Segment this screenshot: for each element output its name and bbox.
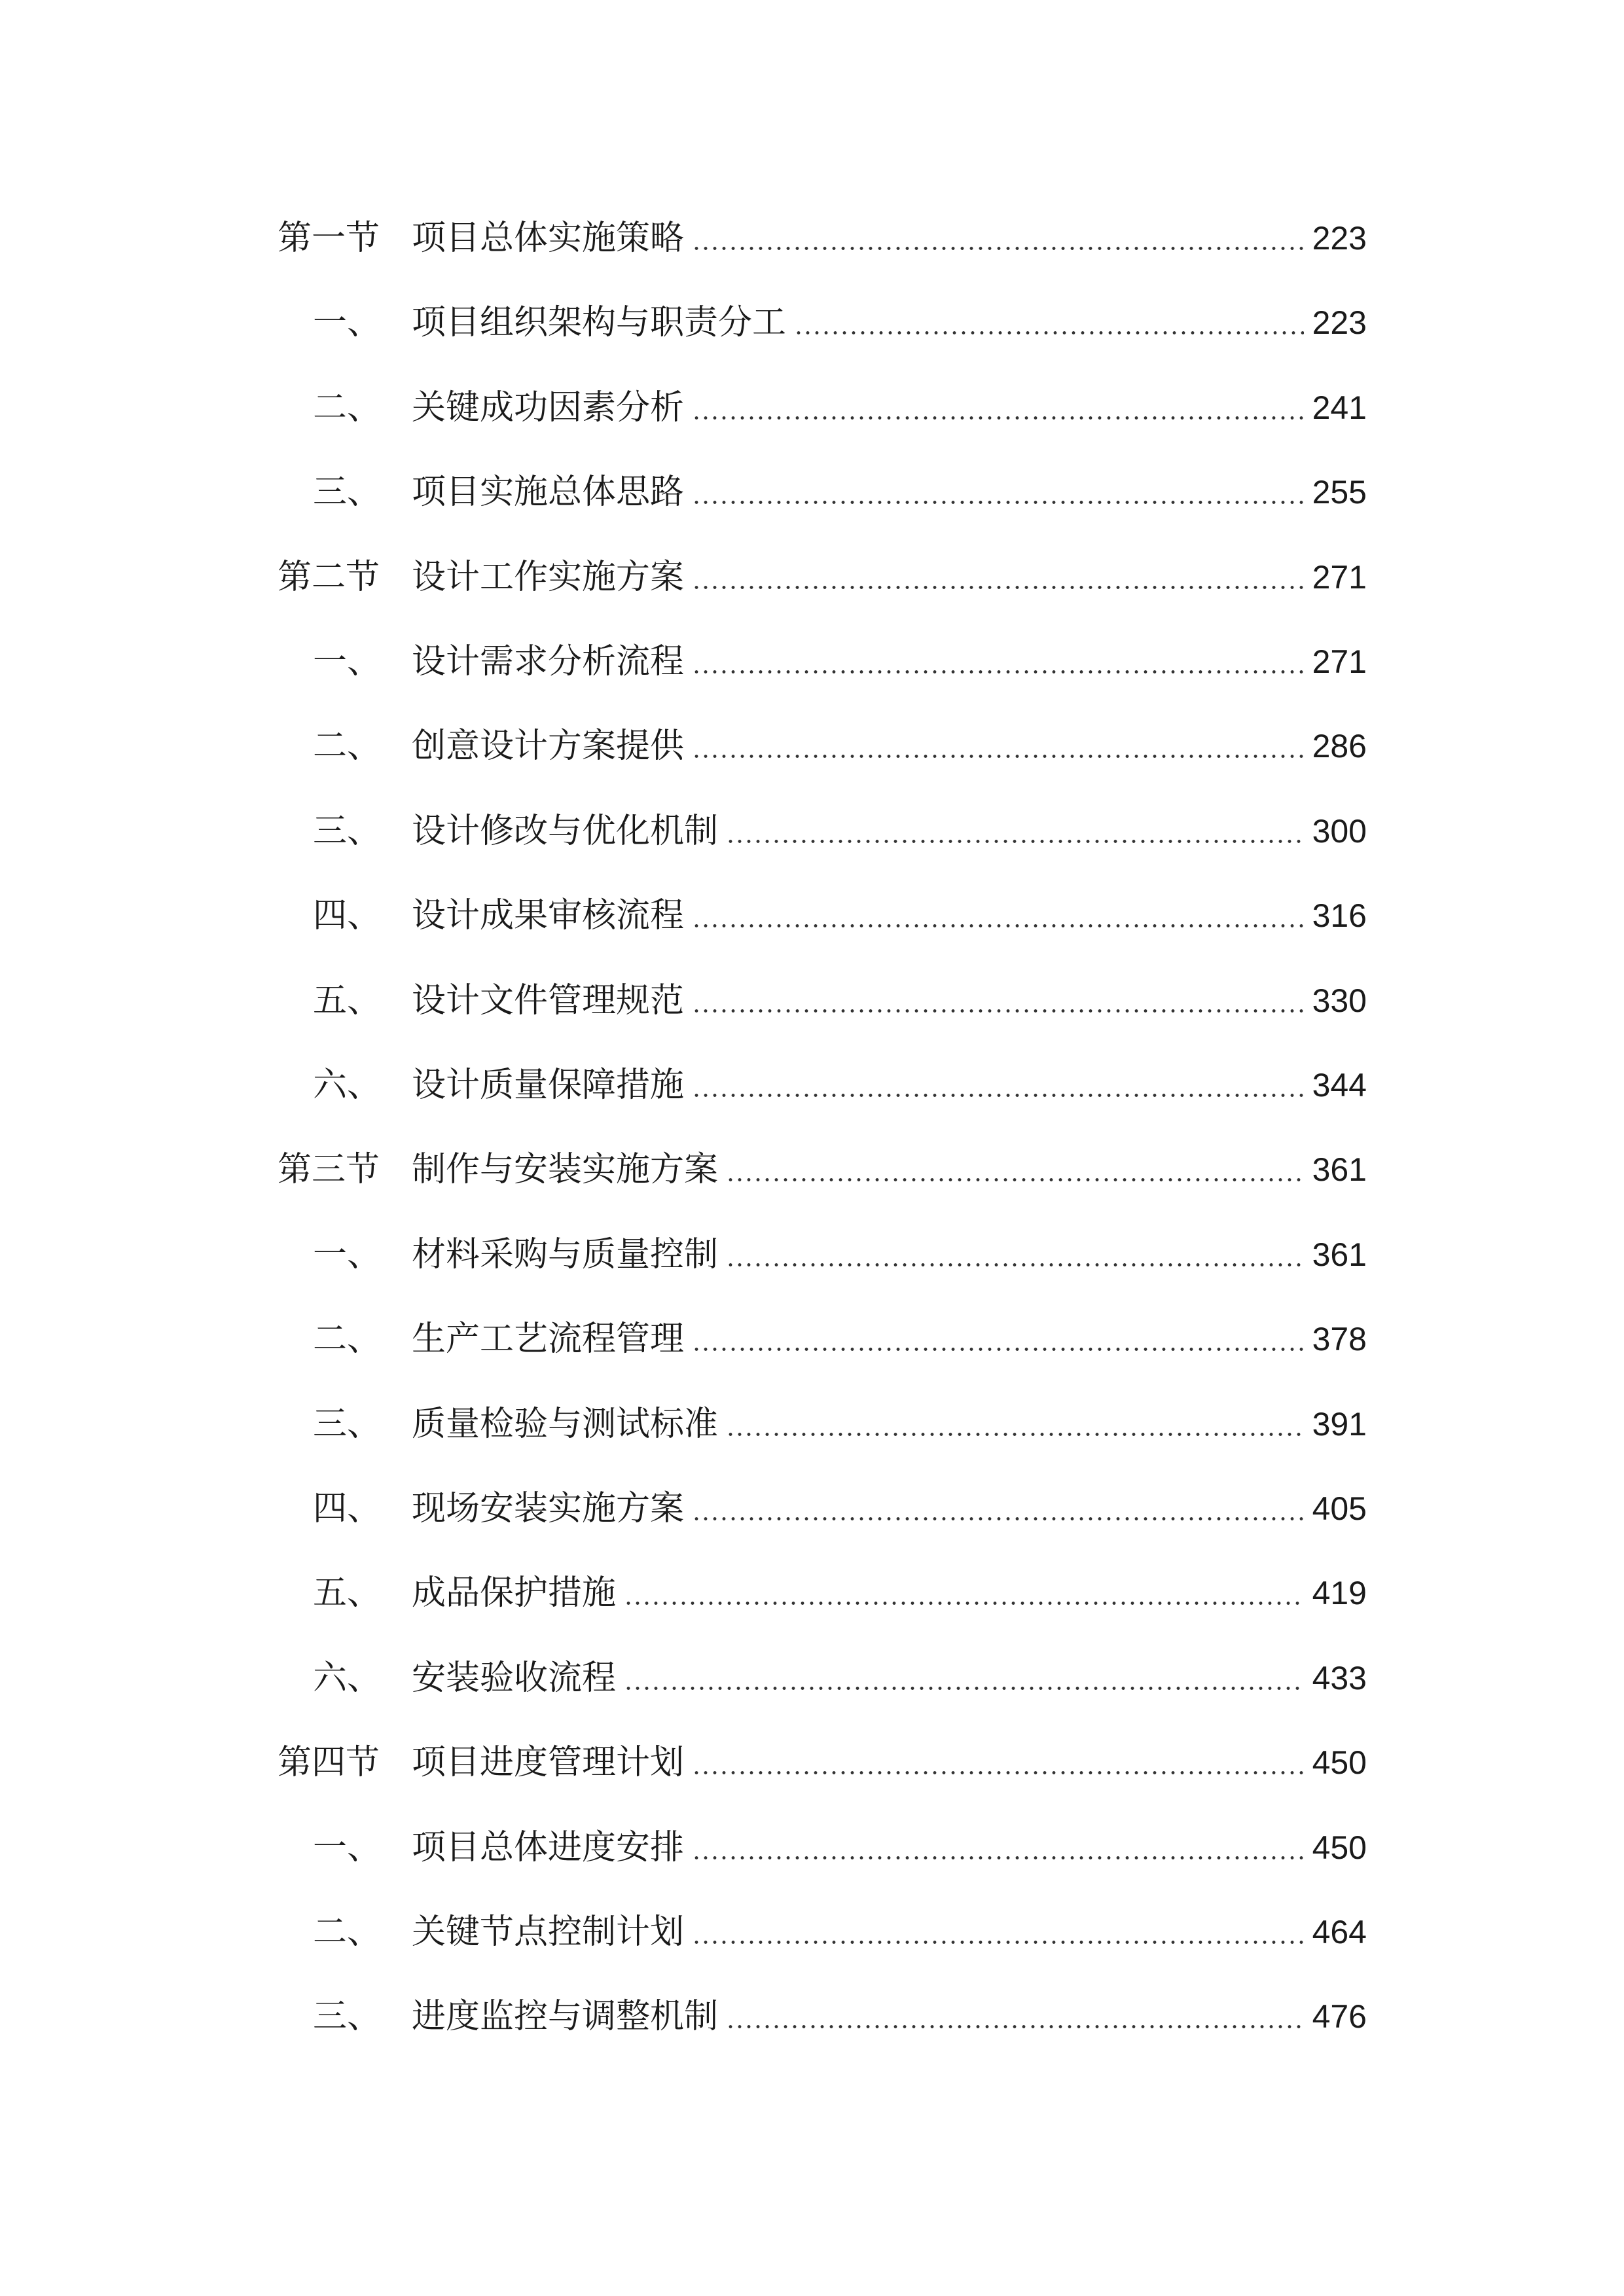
toc-entry-prefix: 第一节 <box>278 219 380 258</box>
toc-entry-section-3[interactable] <box>278 1143 1367 1196</box>
toc-entry-prefix: 六、 <box>313 1066 382 1105</box>
toc-entry-prefix: 第四节 <box>278 1743 380 1782</box>
dot-leader <box>692 1313 1304 1365</box>
toc-entry-prefix: 四、 <box>313 1489 382 1528</box>
toc-entry-title: 关键成功因素分析 <box>412 388 685 427</box>
dot-leader <box>692 889 1304 942</box>
dot-leader <box>692 466 1304 518</box>
toc-entry-item[interactable] <box>313 466 1367 518</box>
toc-entry-item[interactable] <box>313 1482 1367 1535</box>
toc-entry-page-number: 330 <box>1312 982 1367 1019</box>
toc-entry-item[interactable] <box>313 636 1367 688</box>
toc-entry-prefix: 第二节 <box>278 558 380 597</box>
toc-entry-page-number: 223 <box>1312 220 1367 257</box>
toc-entry-item[interactable] <box>313 1229 1367 1281</box>
toc-entry-prefix: 四、 <box>313 896 382 935</box>
toc-entry-page-number: 433 <box>1312 1660 1367 1696</box>
dot-leader <box>692 636 1304 688</box>
toc-entry-title: 项目进度管理计划 <box>412 1743 685 1782</box>
toc-entry-page-number: 464 <box>1312 1914 1367 1950</box>
toc-entry-item[interactable] <box>313 805 1367 857</box>
toc-entry-item[interactable] <box>313 1313 1367 1365</box>
toc-entry-section-4[interactable] <box>278 1736 1367 1789</box>
toc-entry-title: 生产工艺流程管理 <box>412 1319 685 1359</box>
toc-entry-title: 项目总体进度安排 <box>412 1828 685 1867</box>
dot-leader <box>692 1821 1304 1874</box>
toc-entry-item[interactable] <box>313 889 1367 942</box>
toc-entry-item[interactable] <box>313 720 1367 772</box>
toc-entry-title: 设计需求分析流程 <box>412 642 685 681</box>
toc-entry-item[interactable] <box>313 1059 1367 1111</box>
dot-leader <box>692 975 1304 1027</box>
toc-entry-prefix: 二、 <box>313 1912 382 1952</box>
toc-entry-page-number: 361 <box>1312 1151 1367 1188</box>
dot-leader <box>692 1736 1304 1789</box>
toc-entry-page-number: 476 <box>1312 1998 1367 2035</box>
toc-entry-page-number: 450 <box>1312 1829 1367 1866</box>
toc-entry-prefix: 五、 <box>313 1573 382 1613</box>
toc-entry-title: 安装验收流程 <box>412 1659 617 1698</box>
toc-entry-title: 质量检验与测试标准 <box>412 1405 719 1444</box>
toc-entry-title: 材料采购与质量控制 <box>412 1235 719 1274</box>
dot-leader <box>692 1059 1304 1111</box>
dot-leader <box>726 1143 1304 1196</box>
toc-entry-title: 创意设计方案提供 <box>412 726 685 766</box>
toc-entry-prefix: 三、 <box>313 473 382 512</box>
toc-entry-prefix: 三、 <box>313 1997 382 2036</box>
toc-entry-prefix: 二、 <box>313 388 382 427</box>
toc-entry-page-number: 271 <box>1312 643 1367 680</box>
toc-entry-page-number: 378 <box>1312 1321 1367 1357</box>
dot-leader <box>692 551 1304 603</box>
toc-entry-page-number: 223 <box>1312 304 1367 341</box>
toc-entry-prefix: 五、 <box>313 981 382 1020</box>
dot-leader <box>692 1482 1304 1535</box>
toc-entry-item[interactable] <box>313 1567 1367 1619</box>
toc-entry-prefix: 一、 <box>313 642 382 681</box>
toc-entry-title: 设计文件管理规范 <box>412 981 685 1020</box>
toc-entry-item[interactable] <box>313 1398 1367 1450</box>
toc-entry-page-number: 316 <box>1312 897 1367 934</box>
toc-entry-title: 项目实施总体思路 <box>412 473 685 512</box>
toc-entry-item[interactable] <box>313 1990 1367 2043</box>
toc-entry-prefix: 一、 <box>313 303 382 342</box>
toc-entry-page-number: 391 <box>1312 1406 1367 1443</box>
toc-entry-prefix: 二、 <box>313 726 382 766</box>
toc-entry-page-number: 300 <box>1312 813 1367 850</box>
dot-leader <box>726 1398 1304 1450</box>
toc-entry-prefix: 一、 <box>313 1235 382 1274</box>
toc-entry-prefix: 三、 <box>313 1405 382 1444</box>
dot-leader <box>692 382 1304 434</box>
toc-entry-title: 设计工作实施方案 <box>412 558 685 597</box>
dot-leader <box>692 212 1304 264</box>
toc-entry-title: 设计质量保障措施 <box>412 1066 685 1105</box>
toc-entry-page-number: 361 <box>1312 1236 1367 1273</box>
dot-leader <box>726 805 1304 857</box>
dot-leader <box>794 296 1304 349</box>
toc-entry-item[interactable] <box>313 1652 1367 1704</box>
toc-entry-page-number: 255 <box>1312 474 1367 511</box>
toc-entry-section-2[interactable] <box>278 551 1367 603</box>
dot-leader <box>692 1906 1304 1958</box>
toc-entry-prefix: 二、 <box>313 1319 382 1359</box>
toc-entry-title: 制作与安装实施方案 <box>412 1150 719 1189</box>
toc-entry-prefix: 三、 <box>313 812 382 851</box>
toc-entry-page-number: 241 <box>1312 389 1367 426</box>
dot-leader <box>692 720 1304 772</box>
dot-leader <box>726 1990 1304 2043</box>
toc-entry-title: 进度监控与调整机制 <box>412 1997 719 2036</box>
toc-entry-page-number: 344 <box>1312 1067 1367 1103</box>
toc-entry-page-number: 271 <box>1312 559 1367 596</box>
toc-entry-prefix: 六、 <box>313 1659 382 1698</box>
toc-entry-page-number: 419 <box>1312 1575 1367 1611</box>
toc-entry-title: 设计成果审核流程 <box>412 896 685 935</box>
toc-entry-title: 成品保护措施 <box>412 1573 617 1613</box>
dot-leader <box>624 1567 1304 1619</box>
toc-entry-title: 项目总体实施策略 <box>412 219 685 258</box>
toc-entry-prefix: 一、 <box>313 1828 382 1867</box>
toc-entry-item[interactable] <box>313 296 1367 349</box>
toc-entry-title: 项目组织架构与职责分工 <box>412 303 787 342</box>
toc-entry-item[interactable] <box>313 1821 1367 1874</box>
toc-entry-page-number: 286 <box>1312 728 1367 764</box>
toc-entry-title: 设计修改与优化机制 <box>412 812 719 851</box>
toc-entry-item[interactable] <box>313 1906 1367 1958</box>
dot-leader <box>726 1229 1304 1281</box>
toc-entry-title: 现场安装实施方案 <box>412 1489 685 1528</box>
toc-entry-item[interactable] <box>313 975 1367 1027</box>
toc-entry-page-number: 405 <box>1312 1490 1367 1527</box>
toc-entry-page-number: 450 <box>1312 1744 1367 1781</box>
toc-entry-item[interactable] <box>313 382 1367 434</box>
toc-entry-prefix: 第三节 <box>278 1150 380 1189</box>
dot-leader <box>624 1652 1304 1704</box>
toc-entry-section-1[interactable] <box>278 212 1367 264</box>
toc-entry-title: 关键节点控制计划 <box>412 1912 685 1952</box>
